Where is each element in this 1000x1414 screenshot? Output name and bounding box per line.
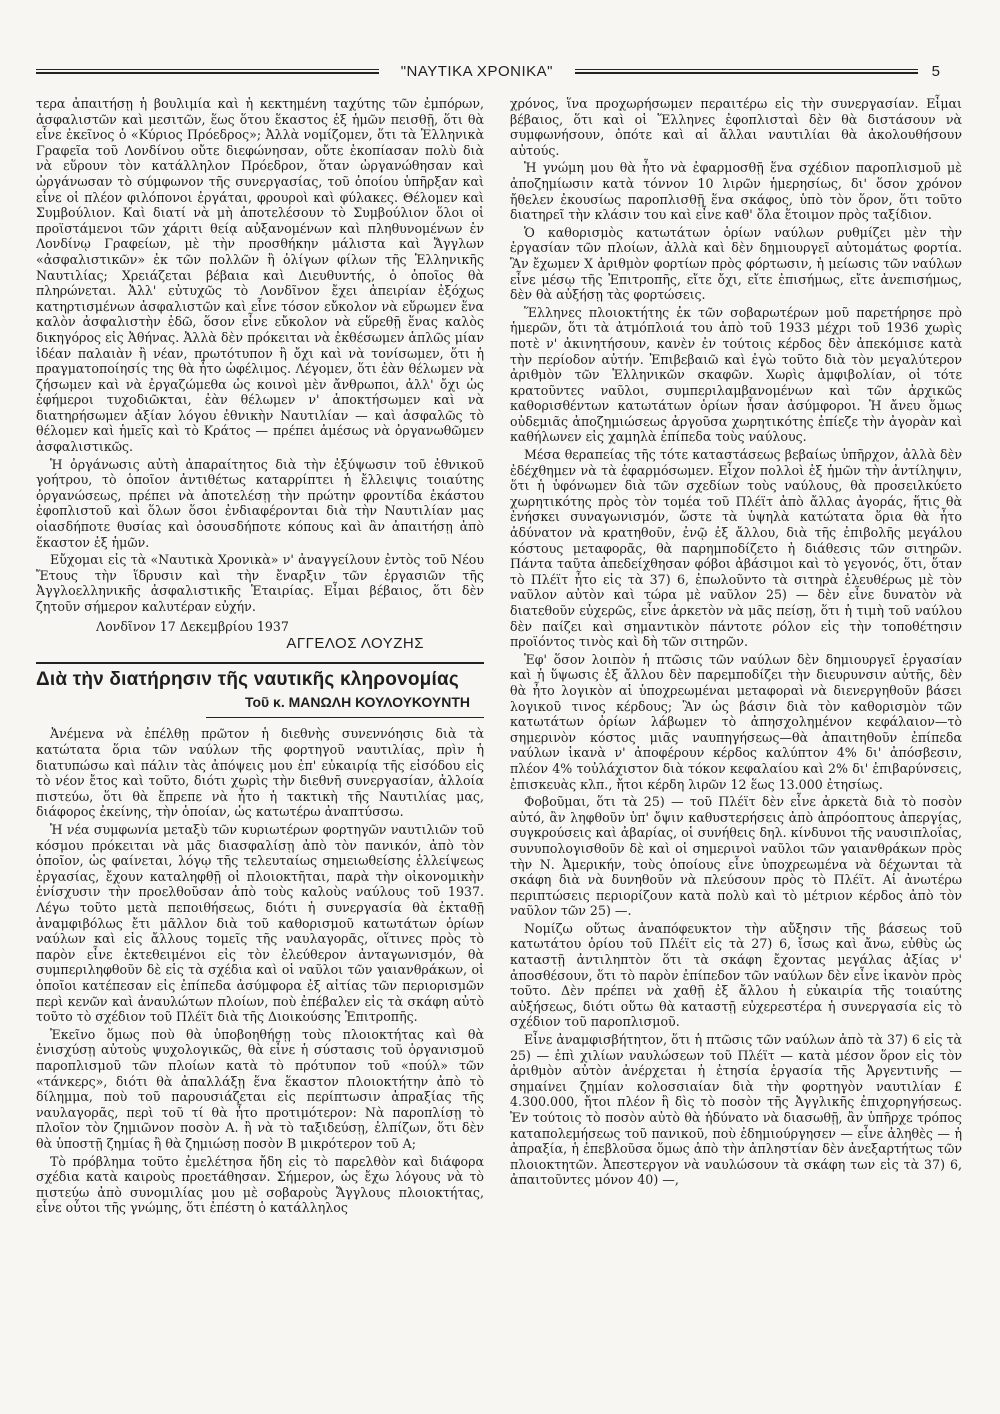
right-column — [510, 96, 962, 1188]
header-left-rule — [36, 69, 379, 74]
paragraph: Ἐκεῖνο ὅμως ποὺ θὰ ὑποβοηθήσῃ τοὺς πλοιοκτήτας καὶ θὰ ἐνισχύσῃ αὐτοὺς ψυχολογικῶς, θὰ εἶνε ἡ σύστασις τοῦ ὀργανισμοῦ παροπλισμοῦ τῶν πλοίων κατὰ τὸ πρότυπον τοῦ «πούλ» τῶν «τάνκερς», διότι θὰ ἀπαλλάξῃ ἕνα ἕκαστον πλοιοκτήτην ἀπὸ τὸ δίλημμα, ποὺ τοῦ παρουσιάζεται εἰς περίπτωσιν ἀπραξίας τῆς ναυλαγορᾶς, περὶ τοῦ τί θὰ ἦτο προτιμότερον: Νὰ παροπλίσῃ τὸ πλοῖον τὸν ζημιῶνον ποσὸν Α. ἢ νὰ τὸ ταξιδεύσῃ, ἐλπίζων, ὅτι δὲν θὰ ὑποστῇ ζημίας ἢ θὰ ζημιώσῃ ποσὸν Β μικρότερον τοῦ Α; — [36, 1026, 484, 1151]
header-right-rule — [575, 69, 918, 74]
paragraph: Ἕλληνες πλοιοκτήτης ἐκ τῶν σοβαρωτέρων μοῦ παρετήρησε πρὸ ἡμερῶν, ὅτι τὰ ἀτμόπλοιά του ἀπὸ τοῦ 1933 μέχρι τοῦ 1936 χωρὶς ποτὲ ν' ἀκινητήσουν, κανὲν ἐν τούτοις κέρδος δὲν ἀπεκόμισε κατὰ τὴν περίοδον αὐτήν. Ἐπιβεβαιῶ καὶ ἐγὼ τοῦτο διὰ τὸν μεγαλύτερον ἀριθμὸν τῶν Ἑλληνικῶν σκαφῶν. Χωρὶς ἀμφιβολίαν, οἱ τότε κρατοῦντες ναῦλοι, συμπεριλαμβανομένων καὶ τῶν ἀρχικῶς καθορισθέντων κατωτάτων ὁρίων ἦσαν ἀσύμφοροι. Ἡ ἄνευ ὅμως οὐδεμιᾶς ἀποζημιώσεως ἀργοῦσα χωρητικότης ἐπίεζε τὴν ἀγορὰν καὶ καθήλωνεν εἰς χαμηλὰ ἐπίπεδα τοὺς ναύλους. — [510, 304, 962, 445]
article-byline: Τοῦ κ. ΜΑΝΩΛΗ ΚΟΥΛΟΥΚΟΥΝΤΗ — [244, 694, 470, 711]
paragraph: Ἡ γνώμη μου θὰ ἦτο νὰ ἐφαρμοσθῇ ἕνα σχέδιον παροπλισμοῦ μὲ ἀποζημίωσιν κατὰ τόννον 10 λιρῶν ἡμερησίως, δι' ὅσον χρόνον ἤθελεν ἐκουσίως παροπλισθῇ ἕνα σκάφος, ὑπὸ τὸν ὅρον, ὅτι τοῦτο διατηρεῖ τὴν κλάσιν του καὶ εἶνε καθ' ὅλα ἕτοιμον πρὸς ταξίδιον. — [510, 160, 962, 223]
paragraph: Φοβοῦμαι, ὅτι τὰ 25) — τοῦ Πλέϊτ δὲν εἶνε ἀρκετὰ διὰ τὸ ποσὸν αὐτό, ἂν ληφθοῦν ὑπ' ὄψιν καθυστερήσεις ἀπὸ ἀπρόοπτους ἀπεργίας, συγκρούσεις καὶ ἀβαρίας, οἱ συνήθεις δηλ. κίνδυνοι τῆς ναυσιπλοΐας, συνυπολογισθοῦν δὲ καὶ οἱ σημερινοὶ ναῦλοι τῶν γαιανθράκων πρὸς τὴν Ν. Ἀμερικήν, τοὺς ὁποίους εἶνε ὑποχρεωμένα νὰ δέχωνται τὰ σκάφη διὰ νὰ δυνηθοῦν νὰ πλεύσουν πρὸς τὸ Πλέϊτ. Αἱ ἀνωτέρω περιπτώσεις περιορίζουν κατὰ πολὺ καὶ τὸ μέτριον κέρδος ἀπὸ τὸν ναῦλον τῶν 25) —. — [510, 794, 962, 919]
paragraph: Τὸ πρόβλημα τοῦτο ἐμελέτησα ἤδη εἰς τὸ παρελθὸν καὶ διάφορα σχέδια κατὰ καιροὺς προετάθησαν. Σήμερον, ὡς ἔχω λόγους νὰ τὸ πιστεύω ἀπὸ συνομιλίας μου μὲ σοβαροὺς Ἄγγλους πλοιοκτήτας, εἶνε οὗτοι τῆς γνώμης, ὅτι ἐπέστη ὁ κατάλληλος — [36, 1153, 484, 1216]
paragraph: Εὔχομαι εἰς τὰ «Ναυτικὰ Χρονικὰ» ν' ἀναγγείλουν ἐντὸς τοῦ Νέου Ἔτους τὴν ἵδρυσιν καὶ τὴν ἔναρξιν τῶν ἐργασιῶν τῆς Ἀγγλοελληνικῆς ἀσφαλιστικῆς Ἑταιρίας. Εἶμαι βέβαιος, ὅτι δὲν ζητοῦν σήμερον καλυτέραν εὐχήν. — [36, 552, 484, 614]
dateline: Λονδῖνον 17 Δεκεμβρίου 1937 — [96, 618, 289, 634]
page-header — [36, 60, 940, 82]
paragraph: Ἐφ' ὅσον λοιπὸν ἡ πτῶσις τῶν ναύλων δὲν δημιουργεῖ ἐργασίαν καὶ ἡ ὕψωσις ἐξ ἄλλου δὲν παρεμποδίζει τὴν διευρυνσιν αὐτῆς, δὲν θὰ ἦτο λογικὸν αἱ ὑποχρεωμέναι μεταφοραὶ νὰ διενεργηθοῦν βάσει λογικοῦ τινος κέρδους; Ἂν ὡς βάσιν διὰ τὸν καθορισμὸν τῶν κατωτάτων ὁρίων λάβωμεν τὸ ἀπησχολημένον κεφάλαιον—τὸ σημερινὸν κόστος μιᾶς ναυπηγήσεως—θὰ ἀπαιτηθοῦν ἐπίπεδα ναύλων ἱκανὰ ν' ἀποφέρουν κέρδος καλύπτον 4% δι' ἀπόσβεσιν, πλέον 4% τοὐλάχιστον διὰ τόκον κεφαλαίου καὶ 2% δι' ἐπιβαρύνσεις, ἐπισκευὰς κλπ., ἤτοι κέρδη λιρῶν 12 ἕως 13.000 ἐτησίως. — [510, 651, 962, 792]
author-signature: ΑΓΓΕΛΟΣ ΛΟΥΖΗΣ — [286, 635, 424, 653]
byline-rule — [206, 717, 484, 719]
page-number: 5 — [931, 62, 940, 80]
paragraph: Νομίζω οὕτως ἀναπόφευκτον τὴν αὔξησιν τῆς βάσεως τοῦ κατωτάτου ὁρίου τοῦ Πλέϊτ εἰς τὰ 27) 6, ἴσως καὶ ἄνω, εὐθὺς ὡς καταστῇ ἀντιληπτὸν ὅτι τὰ σκάφη ἔχοντας μεγάλας ἀξίας ν' ἀποσθέσουν, ὅτι τὸ παρὸν ἐπίπεδον τῶν ναύλων δὲν εἶνε ἱκανὸν πρὸς τοῦτο. Δὲν πρέπει νὰ χαθῇ ἐξ ἄλλου ἡ εὐκαιρία τῆς τοιαύτης αὐξήσεως, διότι οὕτω θὰ καταστῇ εὐχερεστέρα ἡ συνεργασία εἰς τὸ σχέδιον τοῦ παροπλισμοῦ. — [510, 920, 962, 1030]
paragraph: τερα ἀπαιτήσῃ ἡ βουλιμία καὶ ἡ κεκτημένη ταχύτης τῶν ἐμπόρων, ἀσφαλιστῶν καὶ μεσιτῶν, ἕως ὅτου ἕκαστος ἐξ ἡμῶν πεισθῇ, ὅτι θὰ εἶνε ἐκεῖνος ὁ «Κύριος Πρόεδρος»; Ἀλλὰ νομίζομεν, ὅτι τὰ Ἑλληνικὰ Γραφεῖα τοῦ Λονδίνου οὔτε διεφώνησαν, οὔτε ἐκοπίασαν πολὺ διὰ νὰ εὕρουν τὸν κατάλληλον Πρόεδρον, ὅταν ὠργανώθησαν καὶ ὠργάνωσαν τὸ σύμφωνον τῆς συνεργασίας, τοῦ ὁποίου ὑπῆρξαν καὶ εἶνε οἱ πλέον φιλόπονοι ἐργάται, φρουροὶ καὶ φύλακες. Θέλομεν καὶ Συμβούλιον. Καὶ διατί νὰ μὴ ἀποτελέσουν τὸ Συμβούλιον ὅλοι οἱ προϊστάμενοι τῶν χάριτι θείᾳ αὐξανομένων καὶ πληθυνομένων ἐν Λονδίνῳ Γραφείων, μὲ τὴν προσθήκην μάλιστα καὶ Ἄγγλων «ἀσφαλιστικῶν» ἐκ τῶν πολλῶν ἢ ὀλίγων φίλων τῆς Ἑλληνικῆς Ναυτιλίας; Χρειάζεται βέβαια καὶ Διευθυντής, ὁ ὁποῖος θὰ πληρώνεται. Ἀλλ' εὐτυχῶς τὸ Λονδῖνον ἔχει ἀπειρίαν ἐξόχως κατηρτισμένων ἀσφαλιστῶν καὶ εἶνε τόσον εὔκολον νὰ εὕρωμεν ἕνα καλὸν ἀσφαλιστὴν ἐδῶ, ὅσον εἶνε εὔκολον νὰ εὕρεθῇ ἕνας καλὸς δικηγόρος εἰς Ἀθήνας. Ἀλλὰ δὲν πρόκειται νὰ ἐκθέσωμεν ἁπλῶς μίαν ἰδέαν παλαιὰν ἢ νέαν, πρωτότυπον ἢ ὄχι καὶ νὰ τονίσωμεν, ὅτι ἡ πραγματοποίησίς της θὰ ἦτο ὠφέλιμος. Λέγομεν, ὅτι ἐὰν θέλωμεν νὰ ζήσωμεν καὶ νὰ ἐργαζώμεθα ὡς κοινοὶ μὲν ἄνθρωποι, ἀλλ' ὄχι ὡς ἐφήμεροι τυχοδιῶκται, ἐὰν θέλωμεν ν' ἀποκτήσωμεν καὶ νὰ διατηρήσωμεν ἀξίαν λόγου ἐθνικὴν Ναυτιλίαν — καὶ ἀσφαλῶς τὸ θέλομεν καὶ ἡμεῖς καὶ τὸ Κράτος — πρέπει ἀμέσως νὰ ὀργανωθῶμεν ἀσφαλιστικῶς. — [36, 96, 484, 455]
paragraph: Ἀνέμενα νὰ ἐπέλθῃ πρῶτον ἡ διεθνὴς συνεννόησις διὰ τὰ κατώτατα ὅρια τῶν ναύλων τῆς φορτηγοῦ ναυτιλίας, πρὶν ἡ διατυπώσω καὶ πάλιν τὰς ἀπόψεις μου ἐπ' εὐκαιρίᾳ τῆς εἰσόδου εἰς τὸ νέον ἔτος καὶ τοῦτο, διότι χωρὶς τὴν διεθνῆ συνεργασίαν, ἀλλοία πιστεύω, ὅτι θὰ ἔπρεπε νὰ ἦτο ἡ τακτικὴ τῆς Ναυτιλίας μας, διάφορος ἐκείνης, τὴν ὁποίαν, ὡς κατωτέρω ἀναπτύσσω. — [36, 726, 484, 820]
paragraph: Ἡ ὀργάνωσις αὐτὴ ἀπαραίτητος διὰ τὴν ἐξύψωσιν τοῦ ἐθνικοῦ γοήτρου, τὸ ὁποῖον ἀντιθέτως καταρρίπτει ἡ ἔλλειψις τοιαύτης ὀργανώσεως, πρέπει νὰ ἀποτελέσῃ τὴν πρώτην φροντίδα ἑκάστου ἐφοπλιστοῦ καὶ ὅλων ὅσοι ἐνδιαφέρονται διὰ τὴν Ναυτιλίαν μας οἱασδήποτε θυσίας καὶ ὁσουσδήποτε κόπους καὶ ἂν ἀπαιτήσῃ ἀπὸ ἕκαστον ἐξ ἡμῶν. — [36, 456, 484, 550]
left-column — [36, 96, 484, 1216]
publication-title: "ΝΑΥΤΙΚΑ ΧΡΟΝΙΚΑ" — [400, 62, 553, 80]
paragraph: Μέσα θεραπείας τῆς τότε καταστάσεως βεβαίως ὑπῆρχον, ἀλλὰ δὲν ἐδέχθημεν νὰ τὰ ἐφαρμόσωμεν. Εἶχον πολλοὶ ἐξ ἡμῶν τὴν ἀντίληψιν, ὅτι ἡ ὑφόνωμεν διὰ τῶν σχεδίων τοὺς ναύλους, θὰ προσειλκύετο χωρητικότης πρὸς τὸν τομέα τοῦ Πλέϊτ ἀπὸ ἄλλας ἀγοράς, ἥτις θὰ ἐνήσκει συναγωνισμόν, ὥστε τὰ ὑψηλὰ κατώτατα ὅρια θὰ ἦτο ἀδύνατον νὰ κρατηθοῦν, ἐνῷ ἐξ ἄλλου, διὰ τῆς ἐπιβολῆς μεγάλου κόστους μεταφορᾶς, θὰ παρημποδίζετο ἡ διάθεσις τῶν σιτηρῶν. Πάντα ταῦτα ἀπεδείχθησαν φόβοι ἀβάσιμοι καὶ τὸ γεγονός, ὅτι, ὅταν τὸ Πλέϊτ ἦτο εἰς τὰ 37) 6, ἐπωλοῦντο τὰ σιτηρὰ ἐλευθέρως μὲ τὸν ναῦλον αὐτὸν καὶ τώρα μὲ ναῦλον 25) — δὲν εἶνε δυνατὸν νὰ διατεθοῦν εὐχερῶς, εἶνε ἀρκετὸν νὰ μᾶς πείσῃ, ὅτι ἡ τιμὴ τοῦ ναύλου δὲν παίζει καὶ σημαντικὸν πάντοτε ρόλον εἰς τὴν τοποθέτησιν προϊόντος τινὸς καὶ δὴ τῶν σιτηρῶν. — [510, 447, 962, 650]
paragraph: χρόνος, ἵνα προχωρήσωμεν περαιτέρω εἰς τὴν συνεργασίαν. Εἶμαι βέβαιος, ὅτι καὶ οἱ Ἕλληνες ἐφοπλισταὶ δὲν θὰ διστάσουν νὰ συμφωνήσουν, ὁπότε καὶ αἱ ἄλλαι ναυτιλίαι θὰ ἀκολουθήσουν αὐτούς. — [510, 96, 962, 158]
paragraph: Ἡ νέα συμφωνία μεταξὺ τῶν κυριωτέρων φορτηγῶν ναυτιλιῶν τοῦ κόσμου πρόκειται νὰ μᾶς διασφαλίσῃ ἀπὸ τὸν πανικόν, ἀπὸ τὸν ὁποῖον, ὡς φαίνεται, λόγῳ τῆς τελευταίως σημειωθείσης ἐλλείψεως ἐργασίας, ἔχουν καταληφθῇ οἱ πλοιοκτῆται, παρὰ τὴν οἰκονομικὴν ἐνίσχυσιν τὴν προελθοῦσαν ἀπὸ τοὺς καλοὺς ναύλους τοῦ 1937. Λέγω τοῦτο μετὰ πεποιθήσεως, διότι ἡ συνεργασία θὰ ἐκταθῇ ἀναμφιβόλως ἔτι μᾶλλον διὰ τοῦ καθορισμοῦ κατωτάτων ὁρίων ναύλων καὶ εἰς ἄλλους τομεῖς τῆς ναυλαγορᾶς, οἵτινες πρὸς τὸ παρὸν εἶνε ἐκτεθειμένοι εἰς τὸν ἐλεύθερον ἀνταγωνισμόν, θὰ συμπεριληφθοῦν δὲ εἰς τὰ σχέδια καὶ οἱ ναῦλοι τῶν γαιανθράκων, οἱ ὁποῖοι κατέπεσαν εἰς ἐπίπεδα ἀσύμφορα ἐξ αἰτίας τῶν περιορισμῶν περὶ κενῶν καὶ ἀναυλώτων πλοίων, ποὺ ἐπέβαλεν εἰς τὰ σκάφη αὐτὸ τοῦτο τὸ σχέδιον τοῦ Πλέϊτ διὰ τῆς Διοικούσης Ἐπιτροπῆς. — [36, 822, 484, 1025]
paragraph: Ὁ καθορισμὸς κατωτάτων ὁρίων ναύλων ρυθμίζει μὲν τὴν ἐργασίαν τῶν πλοίων, ἀλλὰ καὶ δὲν δημιουργεῖ αὐτομάτως φορτία. Ἂν ἔχωμεν Χ ἀριθμὸν φορτίων πρὸς φόρτωσιν, ἡ μείωσις τῶν ναύλων εἶνε μέσῳ τῆς Ἐπιτροπῆς, εἴτε ὄχι, εἴτε ἐπισήμως, εἴτε ἀνεπισήμως, δὲν θὰ αὐξήσῃ τὰς φορτώσεις. — [510, 224, 962, 303]
paragraph: Εἶνε ἀναμφισβήτητον, ὅτι ἡ πτῶσις τῶν ναύλων ἀπὸ τὰ 37) 6 εἰς τὰ 25) — ἐπὶ χιλίων ναυλώσεων τοῦ Πλέϊτ — κατὰ μέσον ὅρον εἰς τὸν ἀριθμὸν αὐτὸν ἀνέρχεται ἡ ἐτησία ἐργασία τῆς Ἀργεντινῆς — σημαίνει ζημίαν κολοσσιαίαν διὰ τὴν φορτηγὸν ναυτιλίαν £ 4.300.000, ἤτοι πλέον ἢ δὶς τὸ ποσὸν τῆς Ἀγγλικῆς ἐπιχορηγήσεως. Ἐν τούτοις τὸ ποσὸν αὐτὸ θὰ ἠδύνατο νὰ διασωθῇ, ἂν ὑπῆρχε τρόπος καταπολεμήσεως τοῦ πανικοῦ, ποὺ ἐδημιούργησεν — εἶνε ἀληθὲς — ἡ ἀπραξία, ἡ ἐπεβλοῦσα ὅμως ἀπὸ τὴν ἀπληστίαν δὲν ἀνεξαρτήτως τῶν πλοιοκτητῶν. Ἀπεστεργον νὰ ναυλώσουν τὰ σκάφη των εἰς τὰ 37) 6, ἀπαιτοῦντες μόνον 40) —, — [510, 1032, 962, 1188]
article-separator — [36, 662, 484, 664]
article-title: Διὰ τὴν διατήρησιν τῆς ναυτικῆς κληρονομίας — [36, 668, 459, 690]
